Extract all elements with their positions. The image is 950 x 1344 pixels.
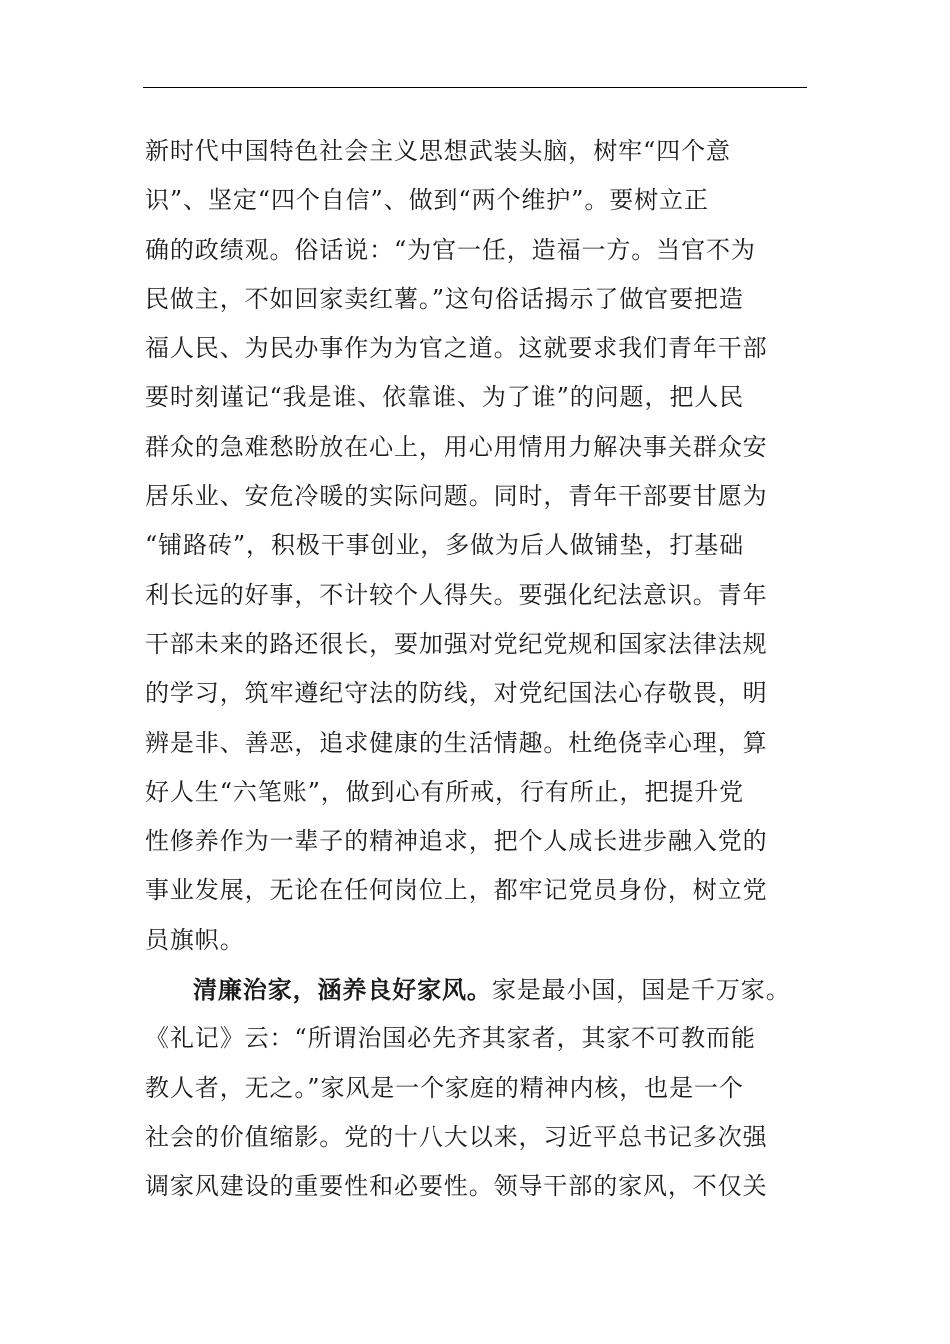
text-line: 好人生“六笔账”，做到心有所戒，行有所止，把提升党 [145, 777, 745, 806]
text-line: 福人民、为民办事作为为官之道。这就要求我们青年干部 [145, 334, 768, 363]
text-line: “铺路砖”，积极干事创业，多做为后人做铺垫，打基础 [145, 531, 745, 560]
text-line: 干部未来的路还很长，要加强对党纪党规和国家法律法规 [145, 629, 768, 658]
text-line: 要时刻谨记“我是谁、依靠谁、为了谁”的问题，把人民 [145, 383, 745, 412]
text-line: 《礼记》云：“所谓治国必先齐其家者，其家不可教而能 [145, 1024, 756, 1053]
text-line: 民做主，不如回家卖红薯。”这句俗话揭示了做官要把造 [145, 284, 744, 313]
paragraph-1 [145, 127, 815, 965]
text-line: 员旗帜。 [145, 925, 245, 954]
text-line: 确的政绩观。俗话说：“为官一任，造福一方。当官不为 [145, 235, 756, 264]
text-line: 性修养作为一辈子的精神追求，把个人成长进步融入党的 [145, 827, 768, 856]
text-line: 的学习，筑牢遵纪守法的防线，对党纪国法心存敬畏，明 [145, 679, 768, 708]
text-line: 识”、坚定“四个自信”、做到“两个维护”。要树立正 [145, 186, 709, 215]
text-line: 教人者，无之。”家风是一个家庭的精神内核，也是一个 [145, 1073, 744, 1102]
body-text [145, 127, 815, 1212]
text-line: 事业发展，无论在任何岗位上，都牢记党员身份，树立党 [145, 876, 768, 905]
header-rule [143, 87, 807, 88]
text-line: 社会的价值缩影。党的十八大以来，习近平总书记多次强 [145, 1122, 768, 1151]
paragraph-2 [145, 965, 815, 1211]
text-line: 辨是非、善恶，追求健康的生活情趣。杜绝侥幸心理，算 [145, 728, 768, 757]
paragraph-heading: 清廉治家，涵养良好家风。 [193, 975, 492, 1005]
text-line: 居乐业、安危冷暖的实际问题。同时，青年干部要甘愿为 [145, 482, 768, 511]
text-line: 调家风建设的重要性和必要性。领导干部的家风，不仅关 [145, 1172, 768, 1201]
text-line: 利长远的好事，不计较个人得失。要强化纪法意识。青年 [145, 580, 768, 609]
text-line [145, 965, 815, 1014]
text-line: 新时代中国特色社会主义思想武装头脑，树牢“四个意 [145, 137, 731, 165]
text-line: 群众的急难愁盼放在心上，用心用情用力解决事关群众安 [145, 432, 768, 461]
paragraph-text: 家是最小国，国是千万家。 [491, 976, 791, 1005]
